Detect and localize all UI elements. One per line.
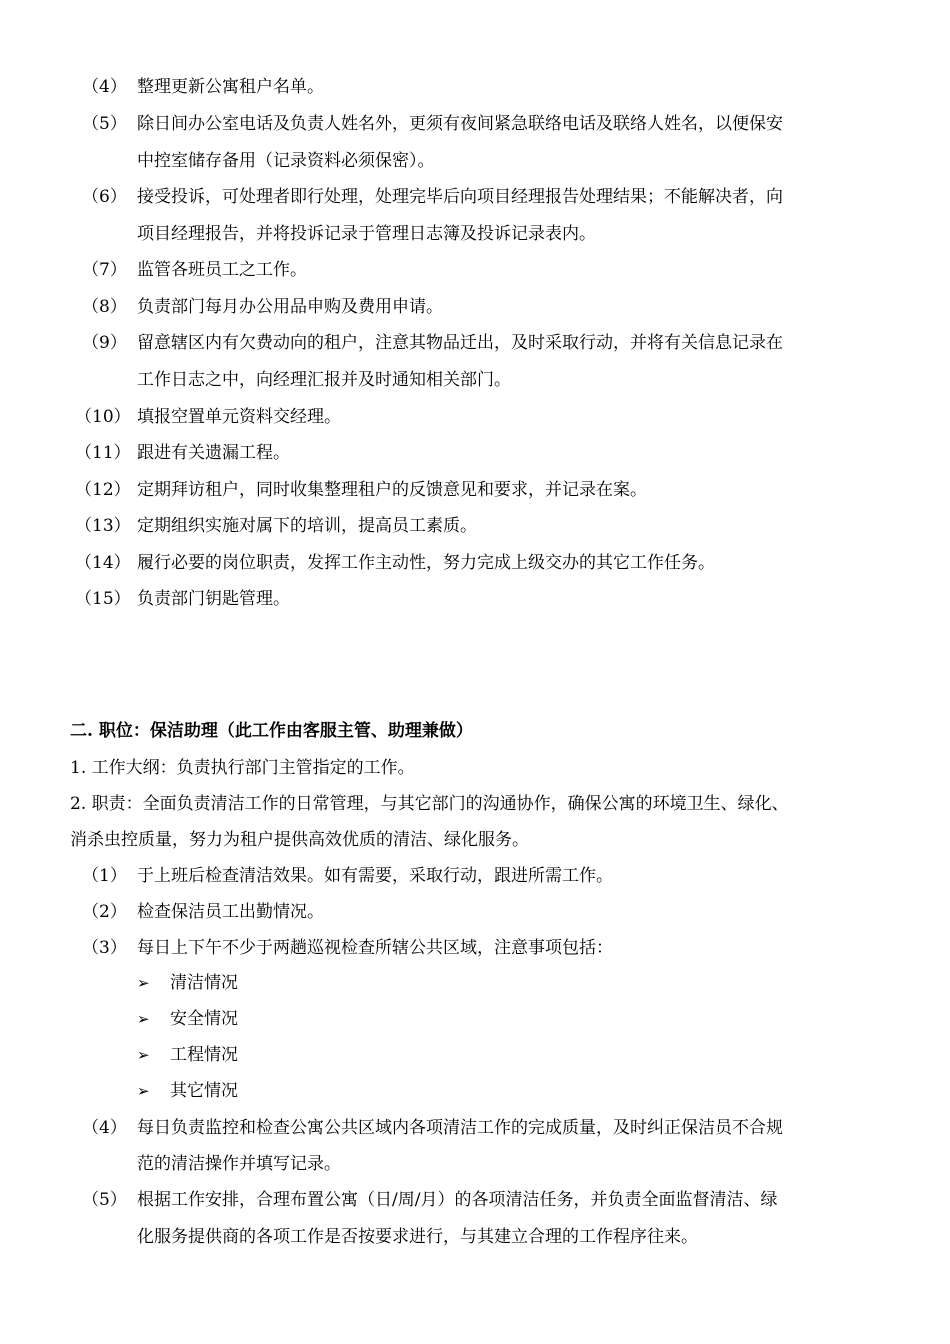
item-text: 整理更新公寓租户名单。 xyxy=(137,77,324,97)
duties-paragraph-continuation: 消杀虫控质量，努力为租户提供高效优质的清洁、绿化服务。 xyxy=(70,830,529,850)
item-number: （4） xyxy=(82,1118,127,1138)
arrow-bullet-icon: ➢ xyxy=(137,1010,150,1028)
bullet-text: 清洁情况 xyxy=(170,973,238,993)
item-number: （2） xyxy=(82,902,127,922)
item-text: 履行必要的岗位职责，发挥工作主动性，努力完成上级交办的其它工作任务。 xyxy=(137,553,715,573)
item-number: （12） xyxy=(75,480,131,500)
item-text: 范的清洁操作并填写记录。 xyxy=(137,1154,341,1174)
item-text: 留意辖区内有欠费动向的租户，注意其物品迁出，及时采取行动，并将有关信息记录在 xyxy=(137,333,783,353)
item-number: （10） xyxy=(75,407,131,427)
item-text: 负责部门钥匙管理。 xyxy=(137,589,290,609)
item-number: （4） xyxy=(82,77,127,97)
item-number: （5） xyxy=(82,1190,127,1210)
item-number: （7） xyxy=(82,260,127,280)
arrow-bullet-icon: ➢ xyxy=(137,1046,150,1064)
item-text: 监管各班员工之工作。 xyxy=(137,260,307,280)
item-number: （3） xyxy=(82,938,127,958)
item-text: 定期拜访租户，同时收集整理租户的反馈意见和要求，并记录在案。 xyxy=(137,480,647,500)
item-text: 接受投诉，可处理者即行处理，处理完毕后向项目经理报告处理结果；不能解决者，向 xyxy=(137,187,783,207)
bullet-text: 其它情况 xyxy=(170,1081,238,1101)
item-text: 于上班后检查清洁效果。如有需要，采取行动，跟进所需工作。 xyxy=(137,866,613,886)
item-text: 工作日志之中，向经理汇报并及时通知相关部门。 xyxy=(137,370,511,390)
item-number: （8） xyxy=(82,297,127,317)
bullet-text: 工程情况 xyxy=(170,1045,238,1065)
item-text: 每日上下午不少于两趟巡视检查所辖公共区域，注意事项包括： xyxy=(137,938,613,958)
item-number: （13） xyxy=(75,516,131,536)
item-number: （6） xyxy=(82,187,127,207)
work-outline: 1. 工作大纲：负责执行部门主管指定的工作。 xyxy=(70,758,415,778)
item-text: 定期组织实施对属下的培训，提高员工素质。 xyxy=(137,516,477,536)
item-text: 填报空置单元资料交经理。 xyxy=(137,407,341,427)
item-number: （9） xyxy=(82,333,127,353)
item-number: （1） xyxy=(82,866,127,886)
item-text: 负责部门每月办公用品申购及费用申请。 xyxy=(137,297,443,317)
item-number: （15） xyxy=(75,589,131,609)
item-text: 检查保洁员工出勤情况。 xyxy=(137,902,324,922)
item-text: 根据工作安排，合理布置公寓（日/周/月）的各项清洁任务，并负责全面监督清洁、绿 xyxy=(137,1190,778,1210)
item-text: 中控室储存备用（记录资料必须保密）。 xyxy=(137,151,435,171)
arrow-bullet-icon: ➢ xyxy=(137,1082,150,1100)
item-number: （14） xyxy=(75,553,131,573)
section-heading: 二. 职位：保洁助理（此工作由客服主管、助理兼做） xyxy=(70,721,473,741)
item-text: 除日间办公室电话及负责人姓名外，更须有夜间紧急联络电话及联络人姓名，以便保安 xyxy=(137,114,783,134)
item-text: 化服务提供商的各项工作是否按要求进行，与其建立合理的工作程序往来。 xyxy=(137,1227,698,1247)
item-text: 每日负责监控和检查公寓公共区域内各项清洁工作的完成质量，及时纠正保洁员不合规 xyxy=(137,1118,783,1138)
item-number: （5） xyxy=(82,114,127,134)
bullet-text: 安全情况 xyxy=(170,1009,238,1029)
item-number: （11） xyxy=(75,443,131,463)
item-text: 跟进有关遗漏工程。 xyxy=(137,443,290,463)
arrow-bullet-icon: ➢ xyxy=(137,974,150,992)
item-text: 项目经理报告，并将投诉记录于管理日志簿及投诉记录表内。 xyxy=(137,224,596,244)
duties-paragraph: 2. 职责：全面负责清洁工作的日常管理，与其它部门的沟通协作，确保公寓的环境卫生、绿化、 xyxy=(70,794,789,814)
